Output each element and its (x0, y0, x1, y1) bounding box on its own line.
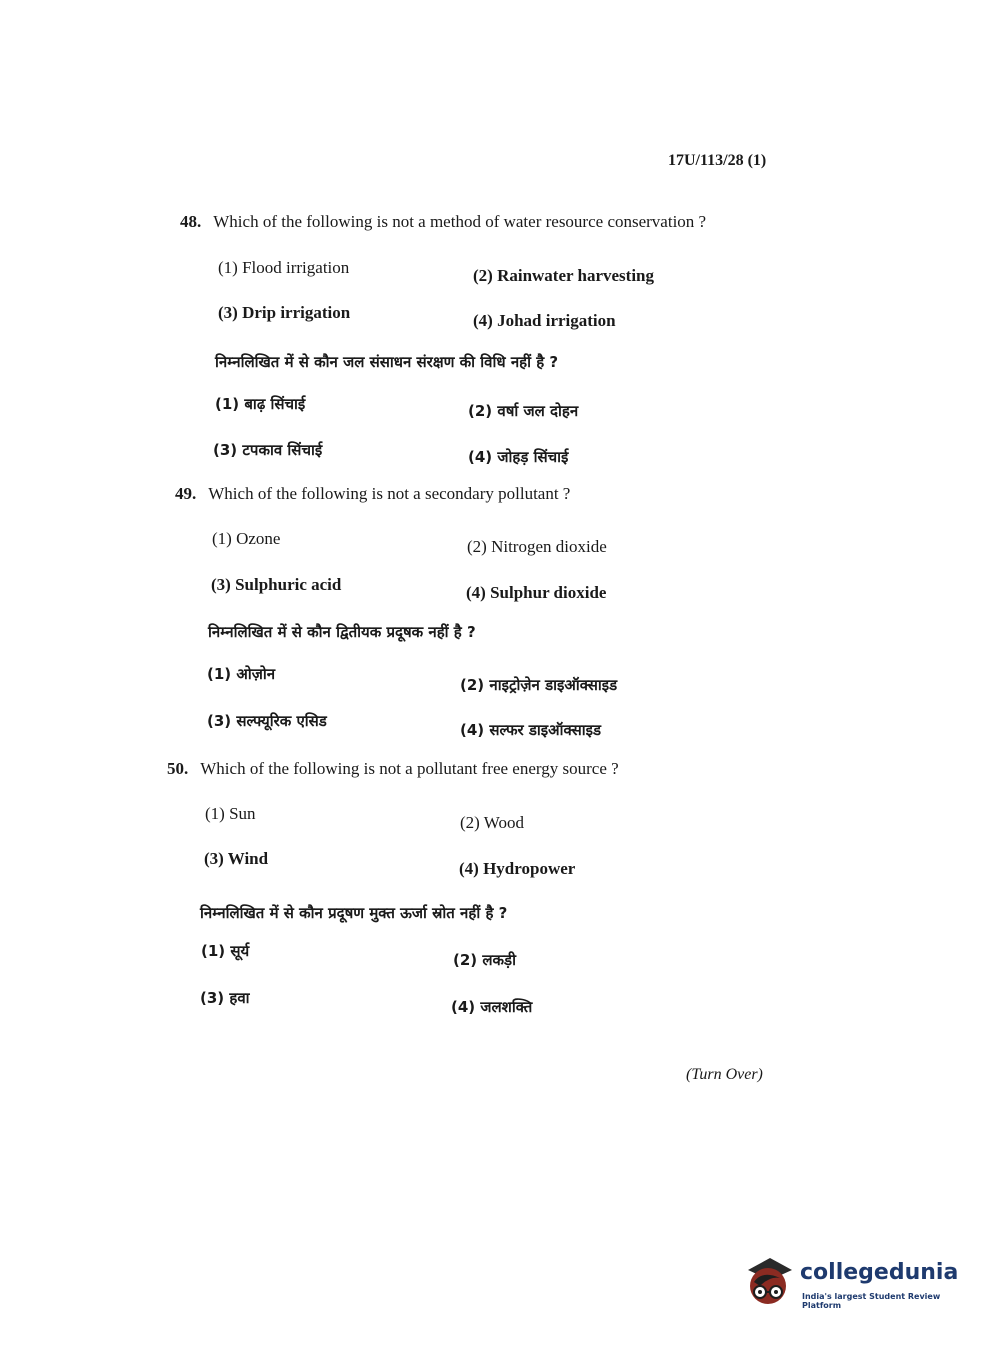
question-49-en (175, 484, 570, 504)
option-hi: (1) ओज़ोन (207, 665, 276, 683)
question-number: 48. (180, 212, 202, 231)
question-number: 49. (175, 484, 197, 503)
option-en: (3) Drip irrigation (218, 303, 351, 322)
option-hi: (2) वर्षा जल दोहन (468, 402, 579, 420)
option-en: (1) Sun (205, 804, 256, 823)
question-text: Which of the following is not a pollutant free energy source ? (200, 759, 619, 778)
option-hi: (3) सल्फ्यूरिक एसिड (207, 712, 327, 730)
option-en: (4) Johad irrigation (473, 311, 616, 330)
option-hi: (1) बाढ़ सिंचाई (215, 395, 306, 413)
option-en: (2) Wood (460, 813, 524, 832)
question-text: Which of the following is not a secondary pollutant ? (208, 484, 571, 503)
collegedunia-logo (740, 1252, 970, 1312)
option-hi: (3) हवा (200, 989, 250, 1007)
question-text: Which of the following is not a method of water resource conservation ? (213, 212, 707, 231)
option-en: (2) Rainwater harvesting (473, 266, 654, 285)
option-hi: (4) जोहड़ सिंचाई (468, 448, 569, 466)
question-48-hi: निम्नलिखित में से कौन जल संसाधन संरक्षण की विधि नहीं है ? (215, 353, 559, 371)
paper-code: 17U/113/28 (1) (668, 152, 767, 169)
option-en: (3) Wind (204, 849, 269, 868)
brand-tagline: India's largest Student Review Platform (802, 1292, 941, 1310)
option-hi: (3) टपकाव सिंचाई (213, 441, 323, 459)
option-hi: (4) जलशक्ति (451, 998, 533, 1016)
student-mascot-icon (740, 1252, 800, 1312)
brand-name: collegedunia (800, 1260, 959, 1285)
option-hi: (2) लकड़ी (453, 951, 516, 969)
question-number: 50. (167, 759, 189, 778)
option-hi: (2) नाइट्रोज़ेन डाइऑक्साइड (460, 676, 618, 694)
option-hi: (4) सल्फर डाइऑक्साइड (460, 721, 601, 739)
option-en: (4) Sulphur dioxide (466, 583, 607, 602)
question-49-hi: निम्नलिखित में से कौन द्वितीयक प्रदूषक नहीं है ? (208, 623, 476, 641)
question-50-en (167, 759, 619, 779)
option-en: (3) Sulphuric acid (211, 575, 342, 594)
question-48-en (180, 212, 706, 232)
option-hi: (1) सूर्य (201, 942, 250, 960)
option-en: (4) Hydropower (459, 859, 576, 878)
option-en: (2) Nitrogen dioxide (467, 537, 607, 556)
option-en: (1) Flood irrigation (218, 258, 350, 277)
option-en: (1) Ozone (212, 529, 281, 548)
question-50-hi: निम्नलिखित में से कौन प्रदूषण मुक्त ऊर्जा स्रोत नहीं है ? (200, 904, 508, 922)
turn-over-note: (Turn Over) (686, 1066, 763, 1083)
